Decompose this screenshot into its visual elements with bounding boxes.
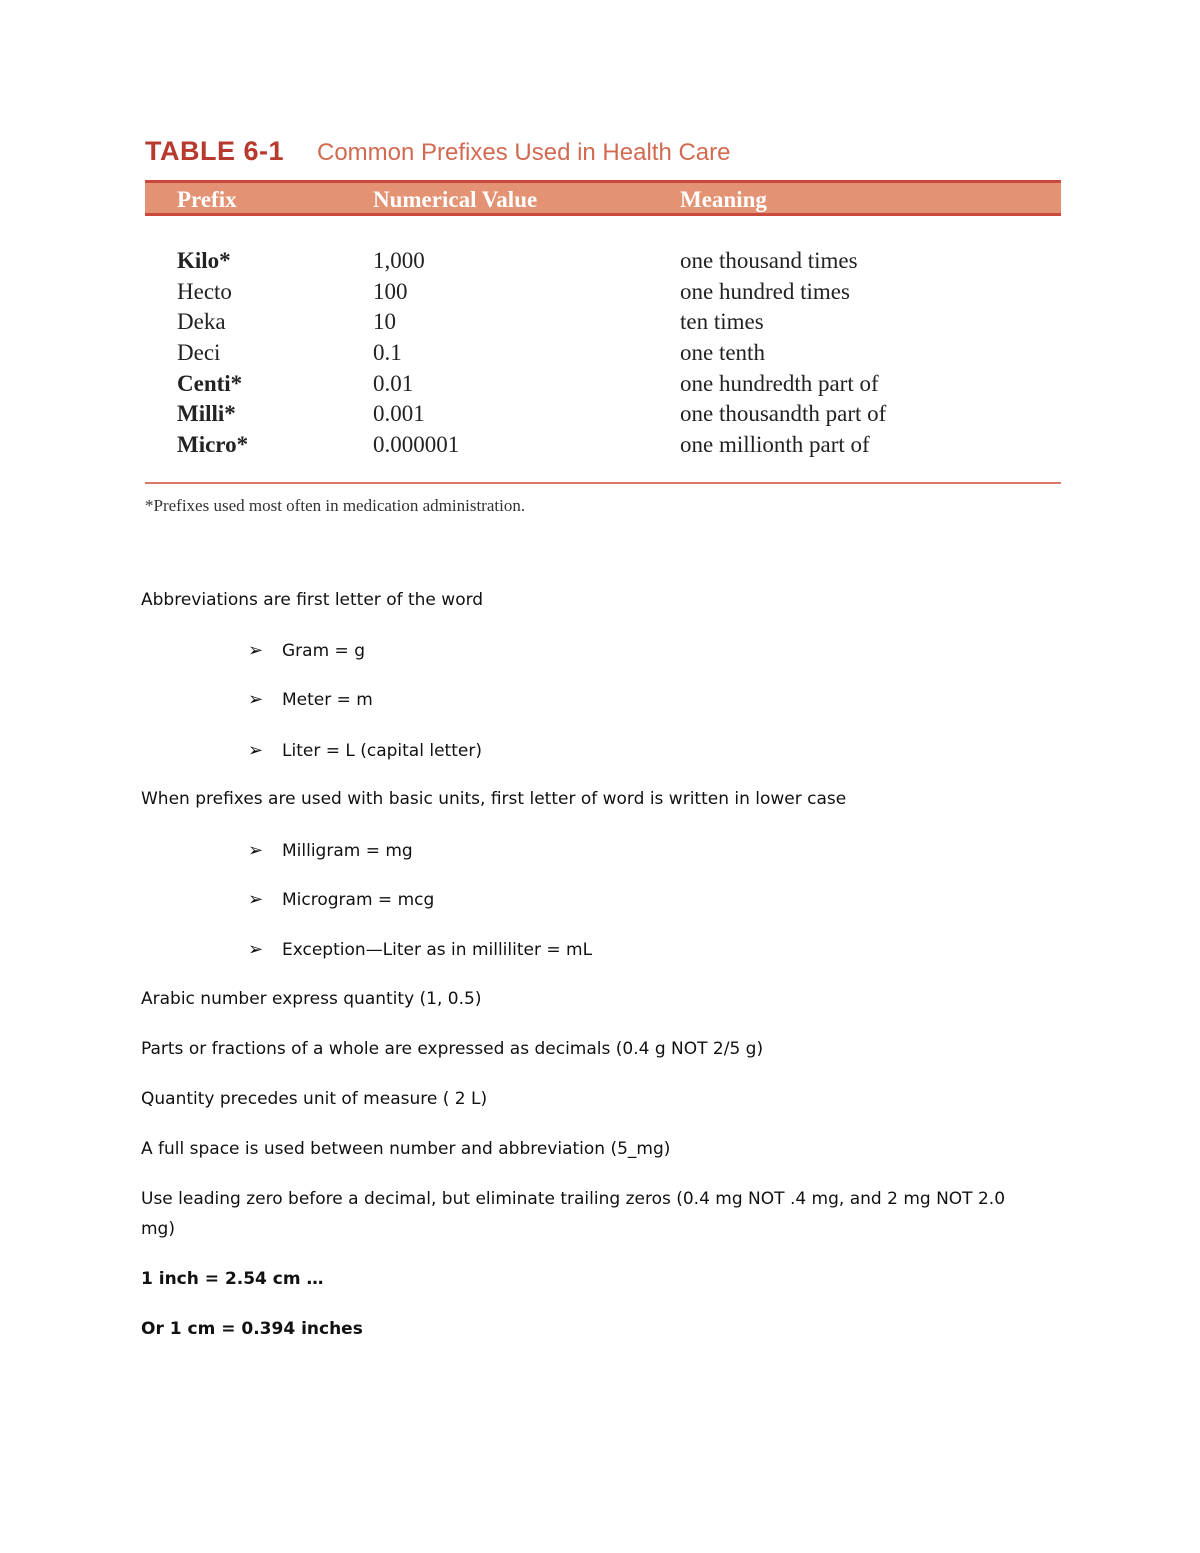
list-item: ➢ Milligram = mg — [248, 840, 413, 861]
prefix-cell: Deci — [177, 340, 221, 366]
meaning-cell: one tenth — [680, 340, 765, 366]
list-item: ➢ Gram = g — [248, 640, 365, 661]
header-meaning: Meaning — [680, 187, 767, 212]
rule-arabic-number: Arabic number express quantity (1, 0.5) — [141, 989, 482, 1009]
table-row — [145, 371, 1061, 402]
rule-full-space: A full space is used between number and abbreviation (5_mg) — [141, 1139, 671, 1159]
value-cell: 10 — [373, 309, 396, 335]
table-body — [145, 248, 1061, 463]
value-cell: 0.01 — [373, 370, 414, 396]
rule-decimals: Parts or fractions of a whole are expressed as decimals (0.4 g NOT 2/5 g) — [141, 1039, 764, 1059]
meaning-cell: one hundredth part of — [680, 370, 879, 396]
list-item: ➢ Exception—Liter as in milliliter = mL — [248, 939, 593, 960]
value-cell: 1,000 — [373, 248, 425, 273]
conversion-cm-inch: Or 1 cm = 0.394 inches — [141, 1319, 363, 1339]
table-row — [145, 248, 1061, 279]
value-cell: 0.001 — [373, 401, 425, 427]
arrow-bullet-icon: ➢ — [248, 740, 264, 761]
prefix-note: When prefixes are used with basic units, first letter of word is written in lower case — [141, 789, 847, 809]
prefix-cell: Milli* — [177, 401, 236, 427]
prefix-cell: Deka — [177, 309, 226, 335]
prefix-cell: Kilo* — [177, 248, 231, 273]
meaning-cell: one hundred times — [680, 278, 850, 304]
abbreviation-intro: Abbreviations are first letter of the word — [141, 590, 484, 610]
table-footnote: *Prefixes used most often in medication administration. — [145, 496, 526, 515]
table-label: TABLE 6-1 — [145, 136, 285, 166]
header-prefix: Prefix — [177, 187, 237, 212]
value-cell: 0.1 — [373, 340, 402, 366]
table-caption: Common Prefixes Used in Health Care — [317, 139, 731, 166]
table-row — [145, 279, 1061, 310]
arrow-bullet-icon: ➢ — [248, 939, 264, 960]
prefix-table-figure — [145, 130, 1061, 515]
arrow-bullet-icon: ➢ — [248, 689, 264, 710]
prefix-cell: Micro* — [177, 432, 249, 458]
conversion-inch-cm: 1 inch = 2.54 cm … — [141, 1269, 324, 1289]
value-cell: 0.000001 — [373, 432, 460, 458]
prefix-cell: Centi* — [177, 370, 243, 396]
arrow-bullet-icon: ➢ — [248, 889, 264, 910]
table-row — [145, 340, 1061, 371]
rule-leading-zero-cont: mg) — [141, 1219, 175, 1239]
meaning-cell: ten times — [680, 309, 764, 335]
list-item: ➢ Liter = L (capital letter) — [248, 740, 482, 761]
prefix-cell: Hecto — [177, 278, 232, 304]
table-row — [145, 309, 1061, 340]
table-bottom-rule — [145, 482, 1061, 484]
table-title — [145, 130, 1061, 170]
table-header-row — [145, 180, 1061, 216]
table-row — [145, 432, 1061, 463]
arrow-bullet-icon: ➢ — [248, 840, 264, 861]
meaning-cell: one thousandth part of — [680, 401, 887, 427]
list-item: ➢ Meter = m — [248, 689, 373, 710]
meaning-cell: one millionth part of — [680, 432, 870, 458]
meaning-cell: one thousand times — [680, 248, 858, 273]
rule-leading-zero: Use leading zero before a decimal, but eliminate trailing zeros (0.4 mg NOT .4 mg, and 2 mg NOT 2.0 — [141, 1189, 1006, 1209]
table-row — [145, 401, 1061, 432]
arrow-bullet-icon: ➢ — [248, 640, 264, 661]
rule-quantity-precedes: Quantity precedes unit of measure ( 2 L) — [141, 1089, 488, 1109]
header-numerical-value: Numerical Value — [373, 187, 538, 212]
value-cell: 100 — [373, 278, 408, 304]
list-item: ➢ Microgram = mcg — [248, 889, 435, 910]
